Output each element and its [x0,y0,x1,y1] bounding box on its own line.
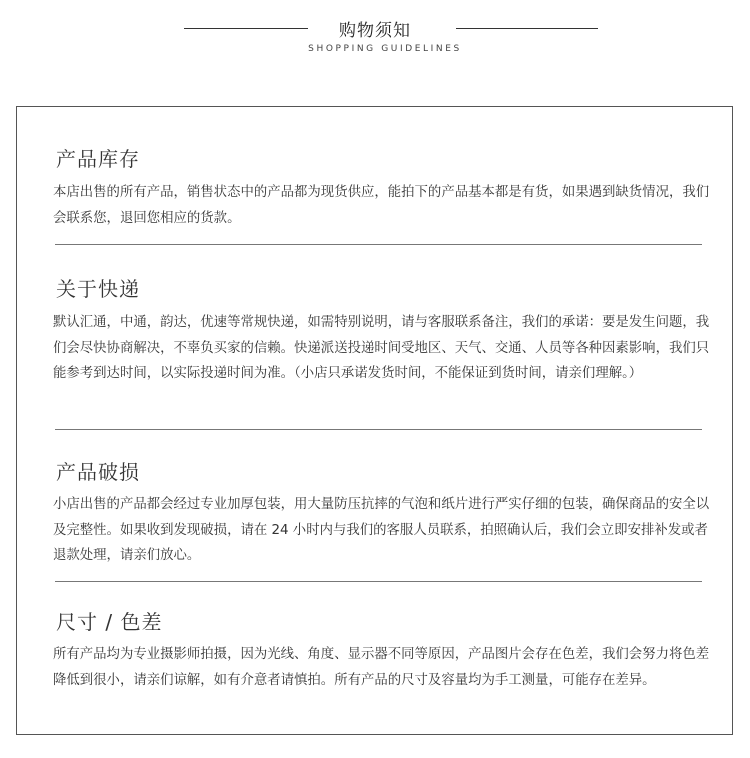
page-subtitle: SHOPPING GUIDELINES [308,44,462,54]
section-title-stock: 产品库存 [56,147,140,171]
section-damage [53,456,713,569]
section-body-damage: 小店出售的产品都会经过专业加厚包装，用大量防压抗摔的气泡和纸片进行严实仔细的包装，确保商品的安全以及完整性。如果收到发现破损，请在 24 小时内与我们的客服人员联系，拍照确认后，我们会立即安排补发或者退款处理，请亲们放心。 [53,497,710,563]
section-title-delivery: 关于快递 [56,277,140,301]
header-left-rule [184,28,308,29]
section-stock [53,143,713,231]
page-header [0,0,750,70]
section-title-size-color: 尺寸 / 色差 [56,610,163,634]
section-divider [55,429,702,430]
page-title: 购物须知 [339,21,411,41]
section-title-damage: 产品破损 [56,460,140,484]
section-delivery [53,273,713,387]
section-divider [55,244,702,245]
section-body-size-color: 所有产品均为专业摄影师拍摄，因为光线、角度、显示器不同等原因，产品图片会存在色差，我们会努力将色差降低到很小，请亲们谅解，如有介意者请慎拍。所有产品的尺寸及容量均为手工测量，可能存在差异。 [53,647,710,688]
section-divider [55,581,702,582]
section-body-delivery: 默认汇通，中通，韵达，优速等常规快递，如需特别说明，请与客服联系备注，我们的承诺：要是发生问题，我们会尽快协商解决，不辜负买家的信赖。快递派送投递时间受地区、天气、交通、人员等各种因素影响，我们只能参考到达时间，以实际投递时间为准。（小店只承诺发货时间，不能保证到货时间，请亲们理解。） [53,315,710,381]
header-right-rule [456,28,598,29]
section-size-color [53,606,713,693]
section-body-stock: 本店出售的所有产品，销售状态中的产品都为现货供应，能拍下的产品基本都是有货，如果遇到缺货情况，我们会联系您，退回您相应的货款。 [53,185,710,226]
